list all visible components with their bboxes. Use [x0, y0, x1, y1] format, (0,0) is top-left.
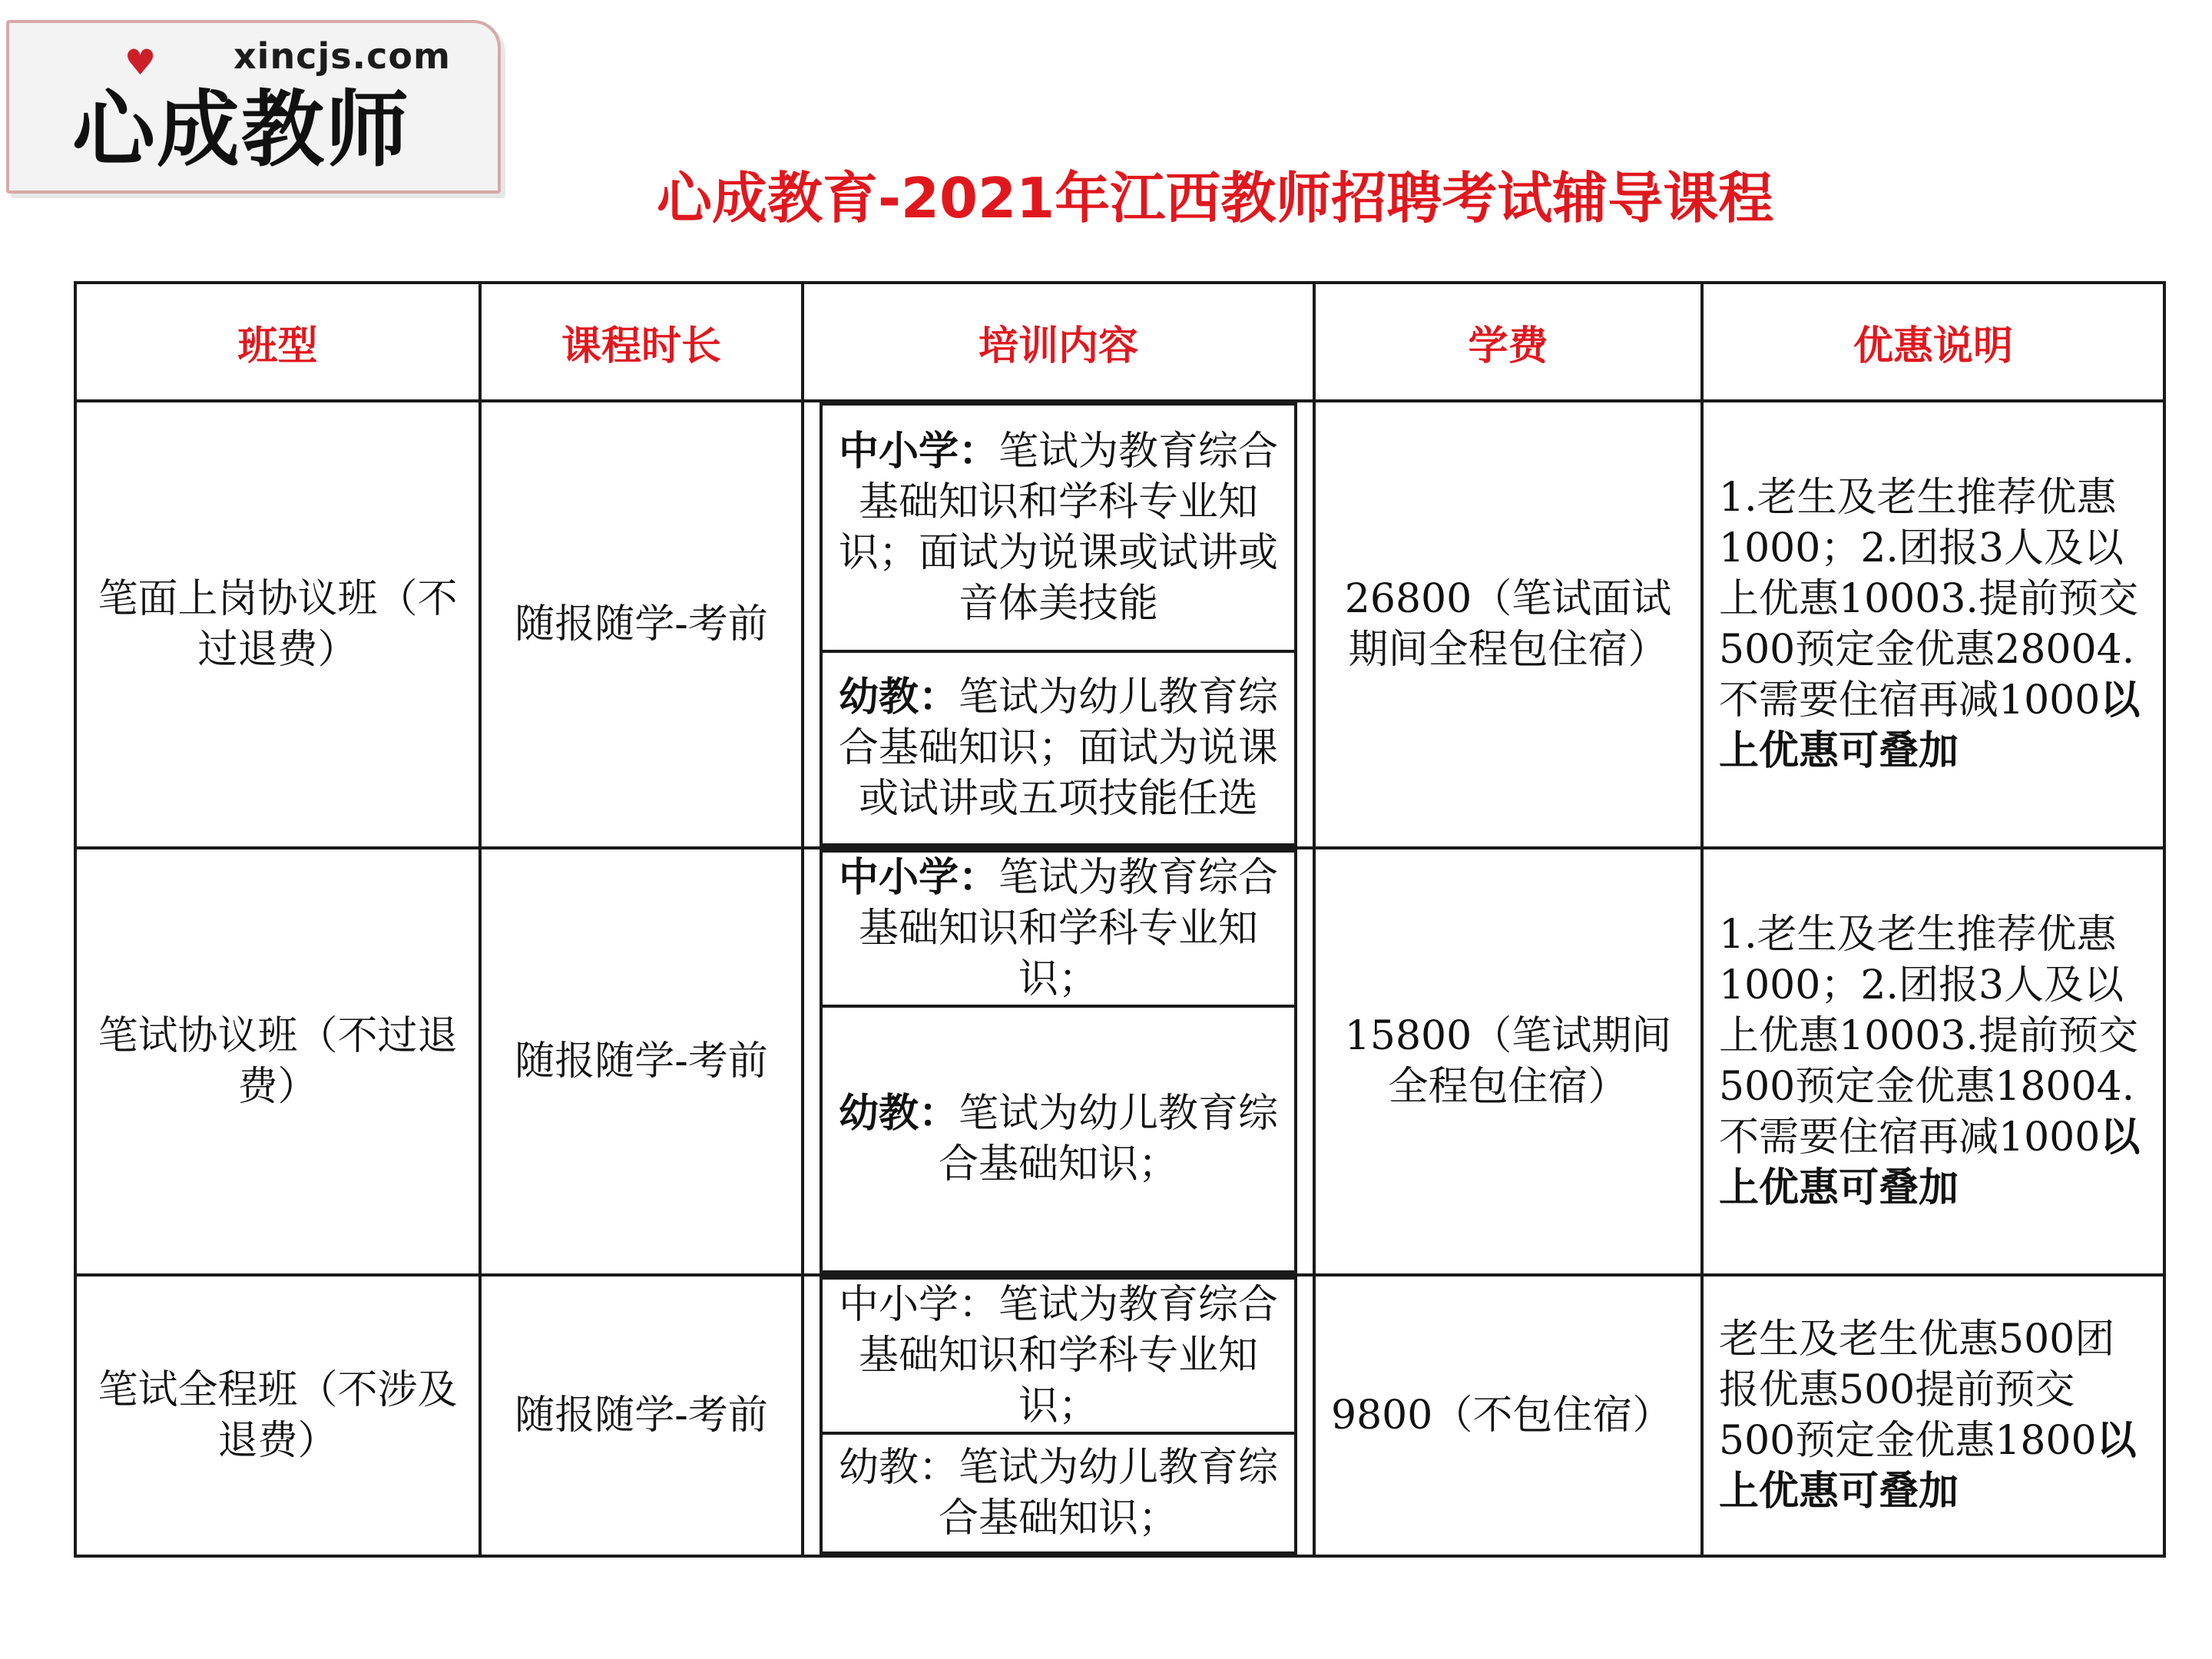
content-label: 幼教： — [838, 674, 959, 720]
content-text: 中小学：笔试为教育综合基础知识和学科专业知识； — [838, 1282, 1278, 1429]
content-text: 笔试为教育综合基础知识和学科专业知识； — [858, 855, 1279, 1002]
content-preschool — [821, 1006, 1296, 1272]
header-discount: 优惠说明 — [1702, 283, 2164, 401]
fee-cell: 26800（笔试面试期间全程包住宿） — [1314, 401, 1702, 848]
course-table — [74, 281, 2166, 1558]
duration-cell: 随报随学-考前 — [480, 401, 803, 848]
content-label: 幼教： — [838, 1090, 959, 1137]
content-label: 中小学： — [838, 428, 998, 475]
discount-note: 以上优惠可叠加 — [1719, 677, 2141, 774]
logo — [6, 20, 501, 194]
header-duration: 课程时长 — [480, 283, 803, 401]
discount-note: 以上优惠可叠加 — [1719, 1417, 2137, 1515]
discount-cell — [1702, 848, 2164, 1275]
class-type-cell: 笔试全程班（不涉及退费） — [75, 1275, 480, 1556]
fee-cell: 9800（不包住宿） — [1314, 1275, 1702, 1556]
discount-text: 1.老生及老生推荐优惠1000；2.团报3人及以上优惠10003.提前预交500预定金优惠18004.不需要住宿再减1000 — [1719, 912, 2138, 1161]
discount-text: 老生及老生优惠500团报优惠500提前预交500预定金优惠1800 — [1719, 1316, 2115, 1464]
content-label: 中小学： — [838, 854, 998, 901]
content-primary — [821, 404, 1296, 651]
content-cell — [803, 401, 1314, 848]
content-primary — [821, 851, 1296, 1006]
header-class-type: 班型 — [75, 283, 480, 401]
content-preschool — [821, 651, 1296, 845]
content-preschool — [821, 1433, 1296, 1553]
content-text: 笔试为幼儿教育综合基础知识； — [938, 1091, 1279, 1187]
content-cell — [803, 848, 1314, 1275]
logo-url: xincjs.com — [233, 35, 451, 77]
discount-text: 1.老生及老生推荐优惠1000；2.团报3人及以上优惠10003.提前预交500预定金优惠28004.不需要住宿再减1000 — [1719, 475, 2138, 724]
class-type-cell: 笔试协议班（不过退费） — [75, 848, 480, 1275]
content-text: 幼教：笔试为幼儿教育综合基础知识； — [838, 1445, 1278, 1541]
table-header-row — [75, 283, 2164, 401]
content-primary — [821, 1278, 1296, 1433]
duration-cell: 随报随学-考前 — [480, 1275, 803, 1556]
content-text: 笔试为幼儿教育综合基础知识；面试为说课或试讲或五项技能任选 — [838, 674, 1279, 822]
heart-icon: ♥ — [124, 41, 157, 83]
table-row — [75, 401, 2164, 848]
discount-note: 以上优惠可叠加 — [1719, 1114, 2141, 1211]
table-row — [75, 848, 2164, 1275]
duration-cell: 随报随学-考前 — [480, 848, 803, 1275]
logo-brand: 心成教师 — [72, 82, 411, 178]
class-type-cell: 笔面上岗协议班（不过退费） — [75, 401, 480, 848]
header-content: 培训内容 — [803, 283, 1314, 401]
header-fee: 学费 — [1314, 283, 1702, 401]
page-title: 心成教育-2021年江西教师招聘考试辅导课程 — [657, 166, 1774, 230]
table-row — [75, 1275, 2164, 1556]
fee-cell: 15800（笔试期间全程包住宿） — [1314, 848, 1702, 1275]
content-text: 笔试为教育综合基础知识和学科专业知识；面试为说课或试讲或音体美技能 — [838, 429, 1279, 627]
discount-cell — [1702, 1275, 2164, 1556]
discount-cell — [1702, 401, 2164, 848]
content-cell — [803, 1275, 1314, 1556]
